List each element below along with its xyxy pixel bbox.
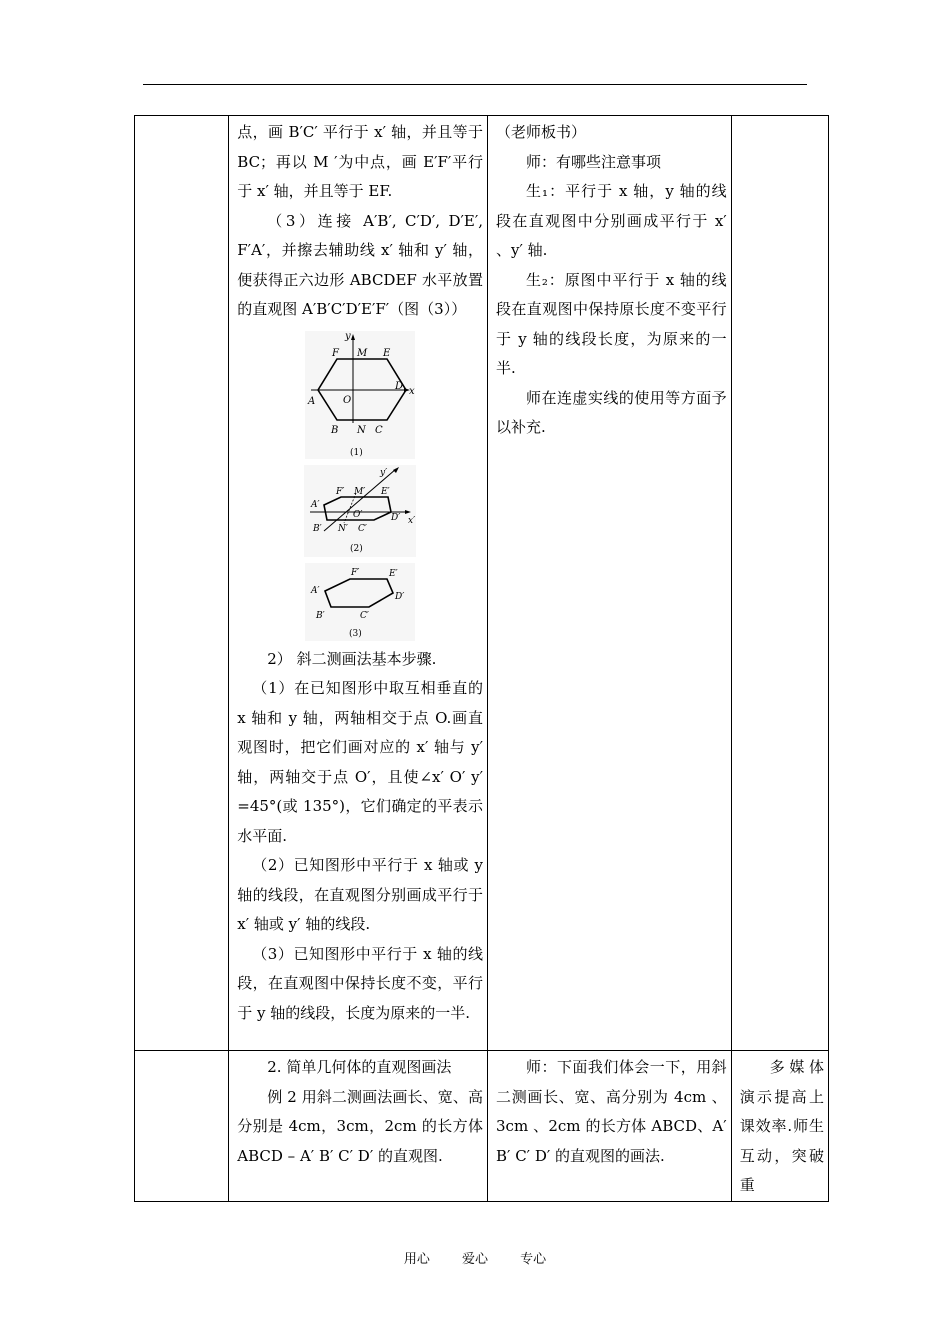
fig3-label: E′ <box>389 568 398 579</box>
activity-cell <box>488 1051 732 1202</box>
fig1-label: N <box>357 424 366 436</box>
fig1-label: y <box>345 330 351 342</box>
paragraph: 师：有哪些注意事项 <box>526 152 662 171</box>
fig3-label: D′ <box>395 591 405 602</box>
footer-item: 专心 <box>520 1252 547 1267</box>
fig2-label: O′ <box>353 509 363 520</box>
paragraph: 师在连虚实线的使用等方面予以补充. <box>496 388 727 436</box>
fig2-label: D′ <box>391 512 401 523</box>
paragraph: 师：下面我们体会一下，用斜二测画长、宽、高分别为 4cm 、3cm 、2cm 的长方体 ABCD、A′ B′ C′ D′ 的直观图的画法. <box>496 1058 727 1165</box>
stage-cell <box>135 116 229 1051</box>
fig2-label: x′ <box>408 515 416 526</box>
paragraph: 例 2 用斜二测画法画长、宽、高分别是 4cm，3cm，2cm 的长方体 ABCD – A′ B′ C′ D′ 的直观图. <box>237 1087 483 1165</box>
note-cell <box>731 116 828 1051</box>
figure-caption: (1) <box>350 447 363 458</box>
header-rule <box>143 84 807 85</box>
fig2-label: E′ <box>381 486 390 497</box>
paragraph: 点，画 B′C′ 平行于 x′ 轴，并且等于 BC；再以 M ′为中点，画 E′F′平行于 x′ 轴，并且等于 EF. <box>237 123 483 200</box>
paragraph: 2） 斜二测画法基本步骤. <box>267 649 437 668</box>
fig1-label: F <box>332 347 340 359</box>
paragraph: （1）在已知图形中取互相垂直的 x 轴和 y 轴，两轴相交于点 O.画直观图时，把它们画对应的 x′ 轴与 y′ 轴，两轴交于点 O′，且使∠x′ O′ y′ =45°(或 135°)，它们确定的平表示水平面. <box>237 679 483 845</box>
fig2-label: C′ <box>358 523 368 534</box>
fig2-label: M′ <box>354 486 366 497</box>
fig1-label: A <box>308 395 316 407</box>
note-cell <box>731 1051 828 1202</box>
activity-cell <box>488 116 732 1051</box>
paragraph: （2）已知图形中平行于 x 轴或 y 轴的线段，在直观图分别画成平行于 x′ 轴或 y′ 轴的线段. <box>237 856 483 933</box>
figure-3 <box>237 563 483 641</box>
stage-cell <box>135 1051 229 1202</box>
fig1-label: M <box>357 347 368 359</box>
figure-caption: (2) <box>350 543 363 554</box>
content-cell <box>229 1051 488 1202</box>
paragraph: （3）已知图形中平行于 x 轴的线段，在直观图中保持长度不变，平行于 y 轴的线段，长度为原来的一半. <box>237 944 483 1022</box>
paragraph: （老师板书） <box>496 123 587 141</box>
footer-item: 用心 <box>403 1252 430 1267</box>
lesson-table <box>134 115 829 1202</box>
page-footer <box>0 1248 950 1267</box>
paragraph: （3）连接 A′B′, C′D′, D′E′, F′A′，并擦去辅助线 x′ 轴和 y′ 轴，便获得正六边形 ABCDEF 水平放置的直观图 A′B′C′D′E′F′（图（3）） <box>237 211 483 318</box>
fig1-label: O <box>343 394 352 406</box>
paragraph: 生₂：原图中平行于 x 轴的线段在直观图中保持原长度不变平行于 y 轴的线段长度，为原来的一半. <box>496 270 727 377</box>
fig2-label: A′ <box>311 499 320 510</box>
figure-2 <box>237 465 483 557</box>
paragraph: 多媒体演示提高上课效率.师生互动，突破重 <box>739 1058 824 1194</box>
fig3-label: C′ <box>360 610 370 621</box>
fig2-label: y′ <box>380 467 388 478</box>
table-row <box>135 116 829 1051</box>
fig1-label: C <box>375 424 383 436</box>
fig1-label: E <box>383 347 391 359</box>
fig2-label: N′ <box>338 523 349 534</box>
figure-caption: (3) <box>349 628 362 639</box>
fig1-label: x <box>409 385 415 397</box>
content-cell <box>229 116 488 1051</box>
figure-1 <box>237 331 483 459</box>
fig3-label: A′ <box>311 585 320 596</box>
paragraph: 生₁：平行于 x 轴，y 轴的线段在直观图中分别画成平行于 x′ 、y′ 轴. <box>496 182 727 259</box>
fig3-label: B′ <box>316 610 325 621</box>
paragraph: 2. 简单几何体的直观图画法 <box>267 1058 452 1076</box>
fig2-label: B′ <box>313 523 322 534</box>
footer-item: 爱心 <box>461 1252 488 1267</box>
fig1-label: D <box>395 380 404 392</box>
table-row <box>135 1051 829 1202</box>
fig3-label: F′ <box>351 567 360 578</box>
fig1-label: B <box>331 424 339 436</box>
fig2-label: F′ <box>336 486 345 497</box>
